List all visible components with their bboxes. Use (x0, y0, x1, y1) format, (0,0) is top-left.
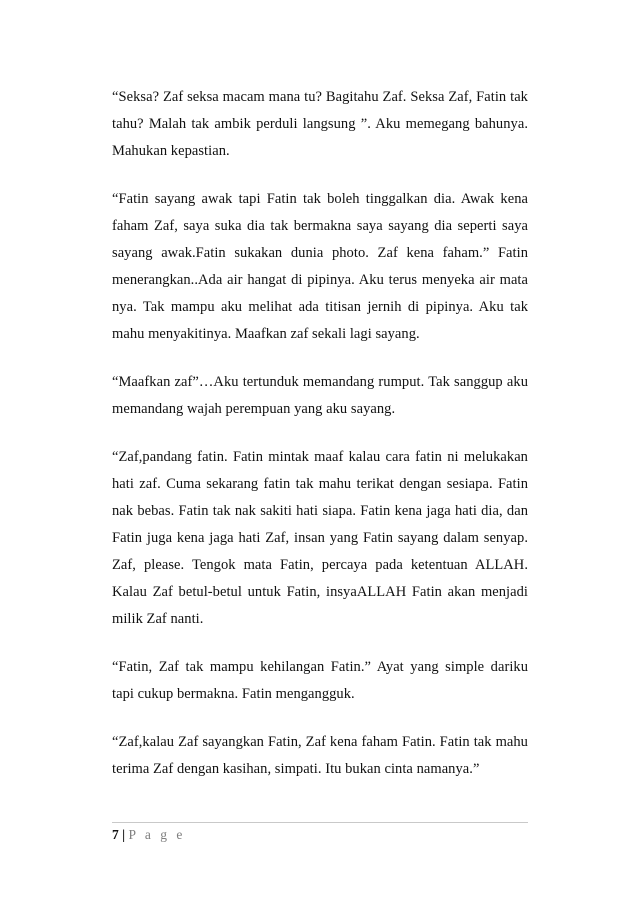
footer-divider (112, 822, 528, 823)
paragraph-2: “Fatin sayang awak tapi Fatin tak boleh tinggalkan dia. Awak kena faham Zaf, saya suka dia tak bermakna saya sayang dia seperti saya sayang awak.Fatin sukakan dunia photo. Zaf kena faham.” Fatin menerangkan..Ada air hangat di pipinya. Aku terus menyeka air mata nya. Tak mampu aku melihat ada titisan jernih di pipinya. Aku tak mahu menyakitinya. Maafkan zaf sekali lagi sayang. (112, 191, 528, 342)
paragraph-5: “Fatin, Zaf tak mampu kehilangan Fatin.” Ayat yang simple dariku tapi cukup bermakna. Fatin mengangguk. (112, 659, 528, 702)
page-label: P a g e (128, 827, 186, 842)
paragraph-6: “Zaf,kalau Zaf sayangkan Fatin, Zaf kena faham Fatin. Fatin tak mahu terima Zaf dengan kasihan, simpati. Itu bukan cinta namanya.” (112, 734, 528, 777)
page-footer (112, 826, 185, 844)
footer-separator: | (122, 827, 126, 842)
paragraph-1: “Seksa? Zaf seksa macam mana tu? Bagitahu Zaf. Seksa Zaf, Fatin tak tahu? Malah tak ambik perduli langsung ”. Aku memegang bahunya. Mahukan kepastian. (112, 89, 528, 159)
document-body (112, 84, 528, 804)
page-number: 7 (112, 827, 119, 842)
paragraph-4: “Zaf,pandang fatin. Fatin mintak maaf kalau cara fatin ni melukakan hati zaf. Cuma sekarang fatin tak mahu terikat dengan sesiapa. Fatin nak bebas. Fatin tak nak sakiti hati siapa. Fatin kena jaga hati dia, dan Fatin juga kena jaga hati Zaf, insan yang Fatin sayang dalam senyap. Zaf, please. Tengok mata Fatin, percaya pada ketentuan ALLAH. Kalau Zaf betul-betul untuk Fatin, insyaALLAH Fatin akan menjadi milik Zaf nanti. (112, 449, 528, 627)
paragraph-3: “Maafkan zaf”…Aku tertunduk memandang rumput. Tak sanggup aku memandang wajah perempuan yang aku sayang. (112, 374, 528, 417)
